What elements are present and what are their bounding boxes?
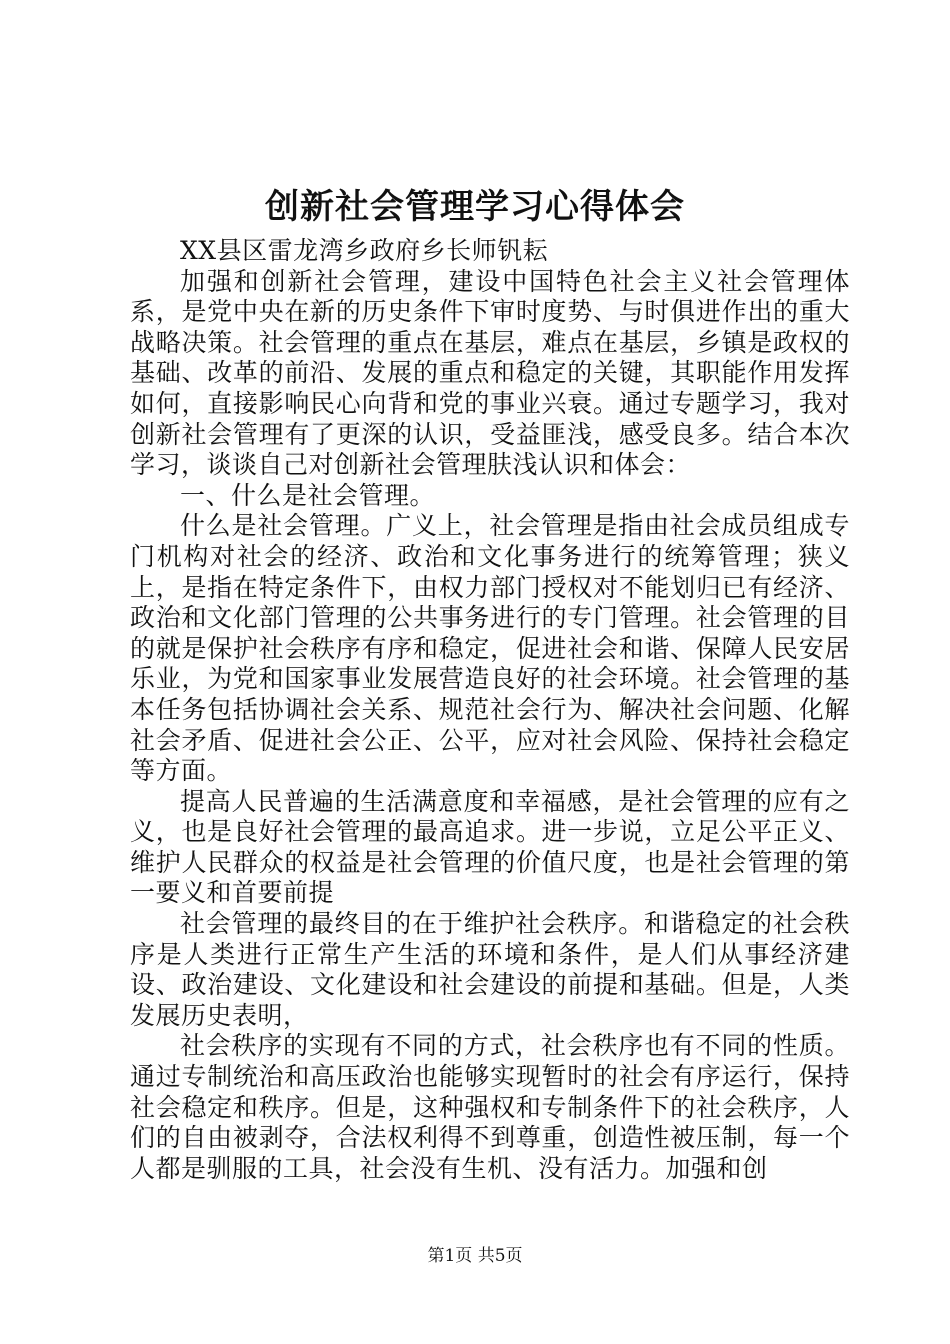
page-footer: 第1页 共5页 (427, 1246, 523, 1266)
document-title: 创新社会管理学习心得体会 (265, 187, 685, 227)
author-line: XX县区雷龙湾乡政府乡长师钒耘 (180, 236, 549, 265)
paragraph-intro: 加强和创新社会管理，建设中国特色社会主义社会管理体系，是党中央在新的历史条件下审时度势、与时俱进作出的重大战略决策。社会管理的重点在基层，难点在基层，乡镇是政权的基础、改革的前沿、发展的重点和稳定的关键，其职能作用发挥如何，直接影响民心向背和党的事业兴衰。通过专题学习，我对创新社会管理有了更深的认识，受益匪浅，感受良多。结合本次学习，谈谈自己对创新社会管理肤浅认识和体会： (130, 266, 850, 480)
paragraph-satisfaction: 提高人民普遍的生活满意度和幸福感，是社会管理的应有之义，也是良好社会管理的最高追求。进一步说，立足公平正义、维护人民群众的权益是社会管理的价值尺度，也是社会管理的第一要义和首要前提 (130, 786, 850, 908)
paragraph-methods: 社会秩序的实现有不同的方式，社会秩序也有不同的性质。通过专制统治和高压政治也能够实现暂时的社会有序运行，保持社会稳定和秩序。但是，这种强权和专制条件下的社会秩序，人们的自由被剥夺，合法权利得不到尊重，创造性被压制，每一个人都是驯服的工具，社会没有生机、没有活力。加强和创 (130, 1031, 850, 1183)
paragraph-order: 社会管理的最终目的在于维护社会秩序。和谐稳定的社会秩序是人类进行正常生产生活的环境和条件，是人们从事经济建设、政治建设、文化建设和社会建设的前提和基础。但是，人类发展历史表明， (130, 909, 850, 1030)
section-heading: 一、什么是社会管理。 (180, 480, 436, 510)
document-body (130, 236, 850, 1184)
paragraph-definition: 什么是社会管理。广义上，社会管理是指由社会成员组成专门机构对社会的经济、政治和文化事务进行的统筹管理；狭义上，是指在特定条件下，由权力部门授权对不能划归已有经济、政治和文化部门管理的公共事务进行的专门管理。社会管理的目的就是保护社会秩序有序和稳定，促进社会和谐、保障人民安居乐业，为党和国家事业发展营造良好的社会环境。社会管理的基本任务包括协调社会关系、规范社会行为、解决社会问题、化解社会矛盾、促进社会公正、公平，应对社会风险、保持社会稳定等方面。 (130, 511, 850, 786)
